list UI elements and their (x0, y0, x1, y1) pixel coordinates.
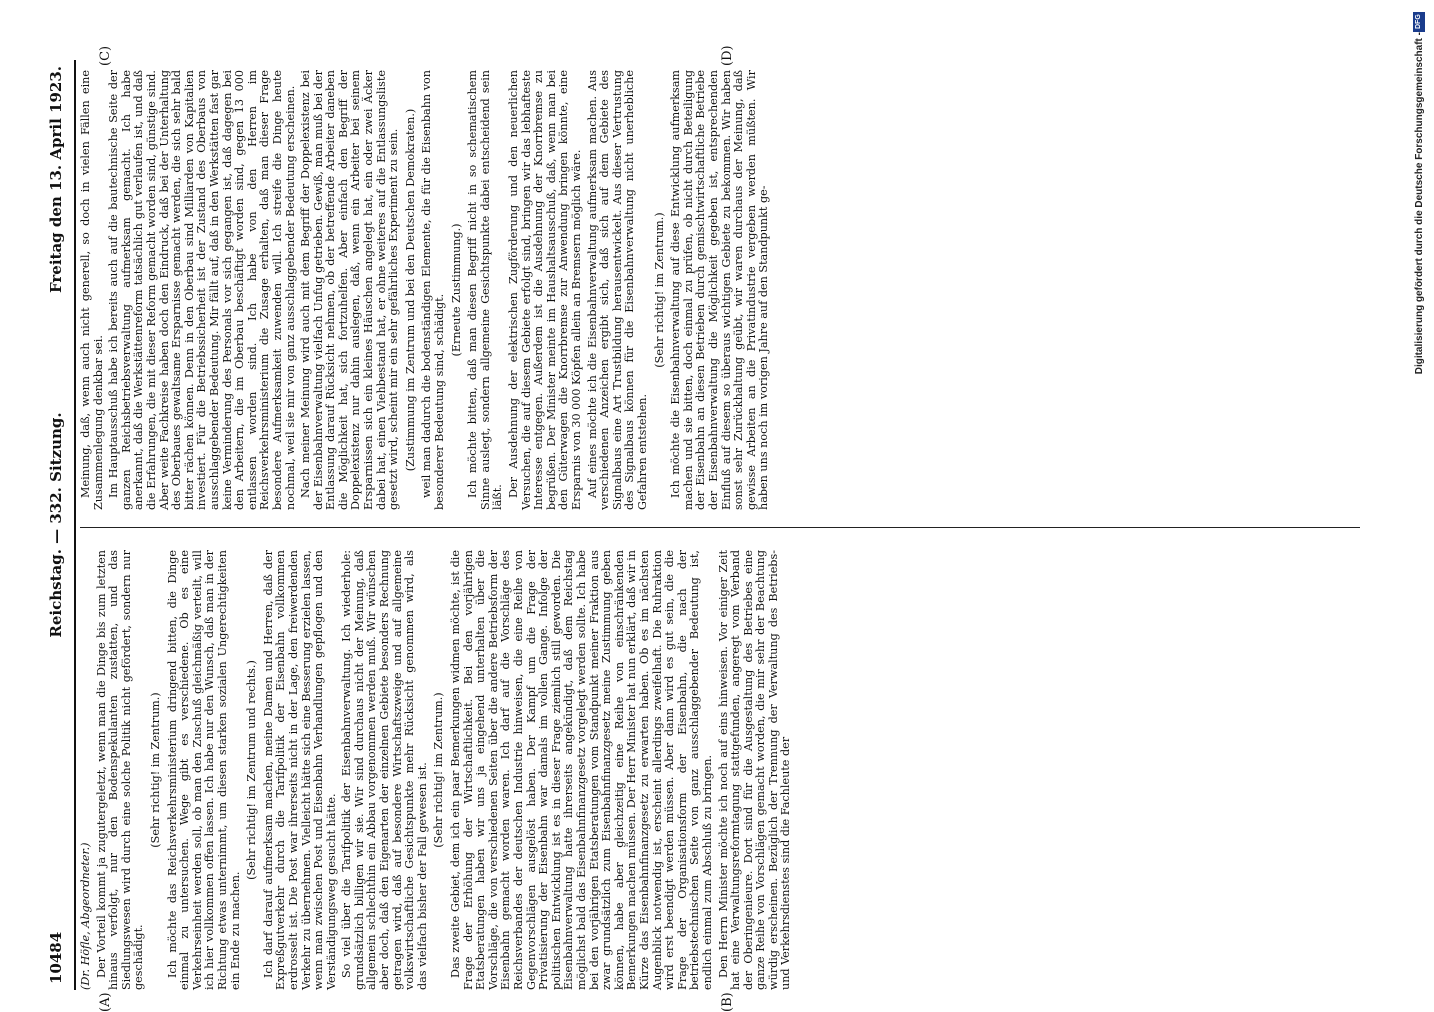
interjection: (Sehr richtig! im Zentrum.) (432, 692, 446, 848)
header-rule (74, 60, 76, 990)
dfg-logo: DFG (1413, 12, 1425, 32)
paragraph: Den Herrn Minister möchte ich noch auf eins hinweisen. Vor einiger Zeit hat eine Verwaltungsreformtagung stattgefunden, angeregt vom Verband der Oberingenieure. Dort sind für die Ausgestaltung des Betriebes eine ganze Reihe von Vorschlägen gemacht worden, die mir sehr der Beachtung würdig erscheinen. Bezüglich der Trennung der Verwaltung des Betriebs- und Verkehrsdienstes sind die Fachleute der (716, 550, 793, 990)
interjection: (Sehr richtig! im Zentrum.) (148, 692, 162, 848)
left-column (80, 550, 796, 990)
interjection: (Sehr richtig! im Zentrum und rechts.) (245, 660, 259, 880)
margin-marker-d: (D) (720, 45, 735, 66)
right-column (80, 70, 774, 510)
digitization-credit: Digitalisierung gefördert durch die Deutsche Forschungsgemeinschaft - (1413, 32, 1425, 375)
paragraph: Ich darf darauf aufmerksam machen, meine Damen und Herren, daß der Expreßgutverkehr durch die Tarifpolitik der Eisenbahn vollkommen erdrosselt ist. Die Post war ihrerseits nicht in der Lage, den freiwerdenden Verkehr zu übernehmen. Vielleicht hätte sich eine Besserung erzielen lassen, wenn man zwischen Post und Eisenbahn Verhandlungen gepflogen und den Verständigungsweg gesucht hätte. (261, 550, 338, 990)
page-date: Freitag den 13. April 1923. (47, 66, 65, 293)
paragraph: Im Hauptausschuß habe ich bereits auch auf die bautechnische Seite der ganzen Reichsbetriebsverwaltung aufmerksam gemacht. Ich habe anerkannt, daß die Werkstättenreform tatsächlich gut verlaufen ist, und daß die Erfahrungen, die mit dieser Reform gemacht worden sind, günstige sind. Aber weite Fachkreise haben doch den Eindruck, daß bei der Unterhaltung des Oberbaues gewaltsame Ersparnisse gemacht werden, die sich sehr bald bitter rächen können. Denn in den Oberbau sind Milliarden von Kapitalien investiert. Für die Betriebssicherheit ist der Zustand des Oberbaus von ausschlaggebender Bedeutung. Mir fällt auf, daß in den Werkstätten fast gar keine Verminderung des Personals vor sich gegangen ist, daß dagegen bei den Arbeitern, die im Oberbau beschäftigt worden sind, gegen 13 000 entlassen worden sind. Ich habe von den Herren im Reichsverkehrsministerium die Zusage erhalten, daß man dieser Frage besondere Aufmerksamkeit zuwenden will. Ich streife die Dinge heute nochmal, weil sie mir von ganz ausschlaggebender Bedeutung erscheinen. (107, 70, 297, 510)
paragraph: Nach meiner Meinung wird auch mit dem Begriff der Doppelexistenz bei der Eisenbahnverwaltung vielfach Unfug getrieben. Gewiß, man muß bei der Entlassung darauf Rücksicht nehmen, ob der betreffende Arbeiter daneben die Möglichkeit hat, sich fortzuhelfen. Aber einfach den Begriff der Doppelexistenz nur dahin auslegen, daß, wenn ein Arbeiter bei seinem Ersparnissen sich ein kleines Häuschen angelegt hat, ein oder zwei Äcker dabei hat, einen Viehbestand hat, er ohne weiteres auf die Entlassungsliste gesetzt wird, scheint mir ein sehr gefährliches Experiment zu sein. (299, 70, 401, 510)
page-header (40, 60, 72, 990)
paragraph: Ich möchte das Reichsverkehrsministerium dringend bitten, die Dinge einmal zu untersuchen. Wege gibt es verschiedene. Ob es eine Verkehrseinheit werden soll, ob man den Zuschuß gleichmäßig verteilt, will ich hier vollkommen offen lassen. Ich habe nur den Wunsch, daß man in der Richtung etwas unternimmt, um diesen starken sozialen Ungerechtigkeiten ein Ende zu machen. (165, 550, 242, 990)
interjection: (Erneute Zustimmung.) (449, 223, 463, 357)
interjection: (Zustimmung im Zentrum und bei den Deutschen Demokraten.) (403, 108, 417, 472)
margin-marker-b: (B) (720, 992, 735, 1012)
paragraph: Das zweite Gebiet, dem ich ein paar Bemerkungen widmen möchte, ist die Frage der Erhöhung der Wirtschaftlichkeit. Bei den vorjährigen Etatsberatungen haben wir uns ja eingehend unterhalten über die Vorschläge, die von verschiedenen Seiten über die andere Betriebsform der Eisenbahn gemacht worden waren. Ich darf auf die Vorschläge des Reichsverbandes der deutschen Industrie hinweisen, die eine Reihe von Gegenvorschlägen ausgelöst haben. Der Kampf um die Frage der Privatisierung der Eisenbahn war damals im vollen Gange. Infolge der politischen Entwicklung ist es in dieser Frage ziemlich still geworden. Die Eisenbahnverwaltung hatte ihrerseits angekündigt, daß dem Reichstag möglichst bald das Eisenbahnfinanzgesetz vorgelegt werden sollte. Ich habe bei den vorjährigen Etatsberatungen vom Standpunkt meiner Fraktion aus zwar grundsätzlich zum Eisenbahnfinanzgesetz meine Zustimmung geben können, habe aber gleichzeitig eine Reihe von einschränkenden Bemerkungen machen müssen. Der Herr Minister hat nun erklärt, daß wir in Kürze das Eisenbahnfinanzgesetz zu erwarten haben. Ob es im nächsten Augenblick notwendig ist, erscheint allerdings zweifelhaft. Die Ruhraktion wird erst beendigt werden müssen. Aber dann wird es gut sein, die die Frage der Organisationsform der Eisenbahn, die nach der betriebstechnischen Seite von ganz ausschlaggebender Bedeutung ist, endlich einmal zum Abschluß zu bringen. (449, 550, 714, 990)
page-title: Reichstag. — 332. Sitzung. (47, 412, 65, 638)
rotated-sheet (40, 45, 1370, 1012)
column-divider (80, 527, 1360, 528)
scanned-page (40, 45, 1370, 1012)
paragraph: So viel über die Tarifpolitik der Eisenbahnverwaltung. Ich wiederhole: grundsätzlich billigen wir sie. Wir sind durchaus nicht der Meinung, daß allgemein schlechthin ein Abbau vorgenommen werden muß. Wir wünschen aber doch, daß den Eigenarten der einzelnen Gebiete besonders Rechnung getragen wird, daß auf besondere Wirtschaftszweige und auf allgemeine volkswirtschaftliche Gesichtspunkte mehr Rücksicht genommen wird, als das vielfach bisher der Fall gewesen ist. (340, 550, 429, 990)
paragraph: Der Vorteil kommt ja zugutergeletzt, wenn man die Dinge bis zum letzten hinaus verfolgt, nur den Bodenspekulanten zustatten, und das Siedlungswesen wird durch eine solche Politik nicht gefördert, sondern nur geschädigt. (94, 550, 146, 990)
margin-marker-a: (A) (98, 992, 113, 1012)
paragraph: Auf eines möchte ich die Eisenbahnverwaltung aufmerksam machen. Aus verschiedenen Anzeichen ergibt sich, daß sich auf dem Gebiete des Signalbaus eine Art Trustbildung herausentwickelt. Aus dieser Vertrustung des Signalbaus können für die Eisenbahnverwaltung nicht unerhebliche Gefahren entstehen. (585, 70, 649, 510)
digitization-sidebar (1412, 8, 1426, 992)
paragraph: Ich möchte die Eisenbahnverwaltung auf diese Entwicklung aufmerksam machen und sie bitten, doch einmal zu prüfen, ob nicht durch Beteiligung der Eisenbahn an diesen Betrieben durch gemischtwirtschaftliche Betriebe der Eisenbahnverwaltung die Möglichkeit gegeben ist, entsprechenden Einfluß auf diesem so überaus wichtigen Gebiete zu bekommen. Wir haben sonst sehr Zurückhaltung geübt, wir waren durchaus der Meinung, daß gewisse Arbeiten an die Privatindustrie vergeben werden müßten. Wir haben uns noch im vorigen Jahre auf den Standpunkt ge- (669, 70, 771, 510)
margin-marker-c: (C) (98, 45, 113, 66)
page-number: 10484 (47, 931, 65, 984)
paragraph: weil man dadurch die bodenständigen Elemente, die für die Eisenbahn von besonderer Bedeutung sind, schädigt. (420, 70, 447, 510)
paragraph: Meinung, daß, wenn auch nicht generell, so doch in vielen Fällen eine Zusammenlegung denkbar sei. (79, 70, 105, 510)
interjection: (Sehr richtig! im Zentrum.) (652, 212, 666, 368)
paragraph: Der Ausdehnung der elektrischen Zugförderung und den neuerlichen Versuchen, die auf diesem Gebiete erfolgt sind, bringen wir das lebhafteste Interesse entgegen. Außerdem ist die Ausdehnung der Knorrbremse zu begrüßen. Der Minister meinte im Haushaltsausschuß, daß, wenn man bei den Güterwagen die Knorrbremse zur Anwendung bringen könnte, eine Ersparnis von 30 000 Köpfen allein an Bremsern möglich wäre. (507, 70, 583, 510)
paragraph: Ich möchte bitten, daß man diesen Begriff nicht in so schematischem Sinne auslegt, sondern allgemeine Gesichtspunkte dabei entscheidend sein läßt. (466, 70, 505, 510)
speaker-line: (Dr. Höfle, Abgeordneter.) (79, 842, 92, 990)
